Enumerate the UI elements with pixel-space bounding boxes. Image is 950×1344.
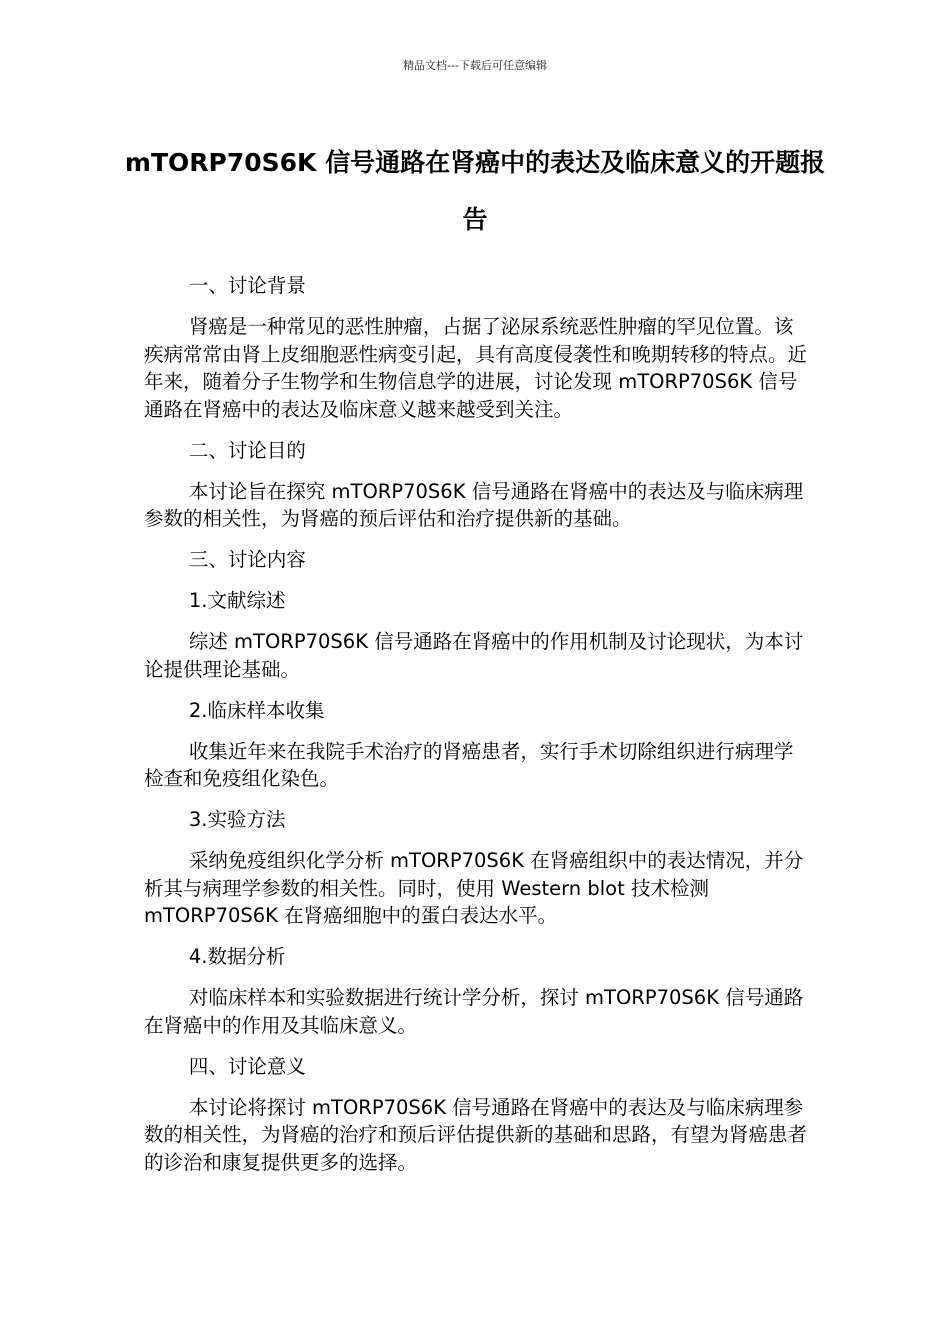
document-body <box>144 272 808 1190</box>
subheading-methods: 3.实验方法 <box>188 808 286 831</box>
paragraph-purpose: 本讨论旨在探究 mTORP70S6K 信号通路在肾癌中的表达及与临床病理参数的相关性，为肾癌的预后评估和治疗提供新的基础。 <box>144 479 804 530</box>
paragraph-data-analysis: 对临床样本和实验数据进行统计学分析，探讨 mTORP70S6K 信号通路在肾癌中的作用及其临床意义。 <box>144 986 804 1037</box>
header-note: 精品文档---下载后可任意编辑 <box>403 59 547 72</box>
section-heading-background: 一、讨论背景 <box>188 274 306 297</box>
paragraph-sample-collection: 收集近年来在我院手术治疗的肾癌患者，实行手术切除组织进行病理学检查和免疫组化染色。 <box>144 739 794 790</box>
section-heading-content: 三、讨论内容 <box>188 548 306 571</box>
document-title: mTORP70S6K 信号通路在肾癌中的表达及临床意义的开题报告 <box>124 148 826 234</box>
subheading-sample-collection: 2.临床样本收集 <box>188 698 325 722</box>
section-heading-significance: 四、讨论意义 <box>188 1054 306 1078</box>
paragraph-significance: 本讨论将探讨 mTORP70S6K 信号通路在肾癌中的表达及与临床病理参数的相关性，为肾癌的治疗和预后评估提供新的基础和思路，有望为肾癌患者的诊治和康复提供更多的选择。 <box>144 1095 808 1174</box>
subheading-data-analysis: 4.数据分析 <box>188 945 286 968</box>
paragraph-background: 肾癌是一种常见的恶性肿瘤，占据了泌尿系统恶性肿瘤的罕见位置。该疾病常常由肾上皮细胞恶性病变引起，具有高度侵袭性和晚期转移的特点。近年来，随着分子生物学和生物信息学的进展，讨论发现 mTORP70S6K 信号通路在肾癌中的表达及临床意义越来越受到关注。 <box>144 315 808 421</box>
section-heading-purpose: 二、讨论目的 <box>188 438 306 462</box>
paragraph-literature-review: 综述 mTORP70S6K 信号通路在肾癌中的作用机制及讨论现状，为本讨论提供理论基础。 <box>144 630 804 681</box>
subheading-literature-review: 1.文献综述 <box>188 589 286 612</box>
paragraph-methods: 采纳免疫组织化学分析 mTORP70S6K 在肾癌组织中的表达情况，并分析其与病理学参数的相关性。同时，使用 Western blot 技术检测 mTORP70S6K 在肾癌细胞中的蛋白表达水平。 <box>144 849 804 927</box>
